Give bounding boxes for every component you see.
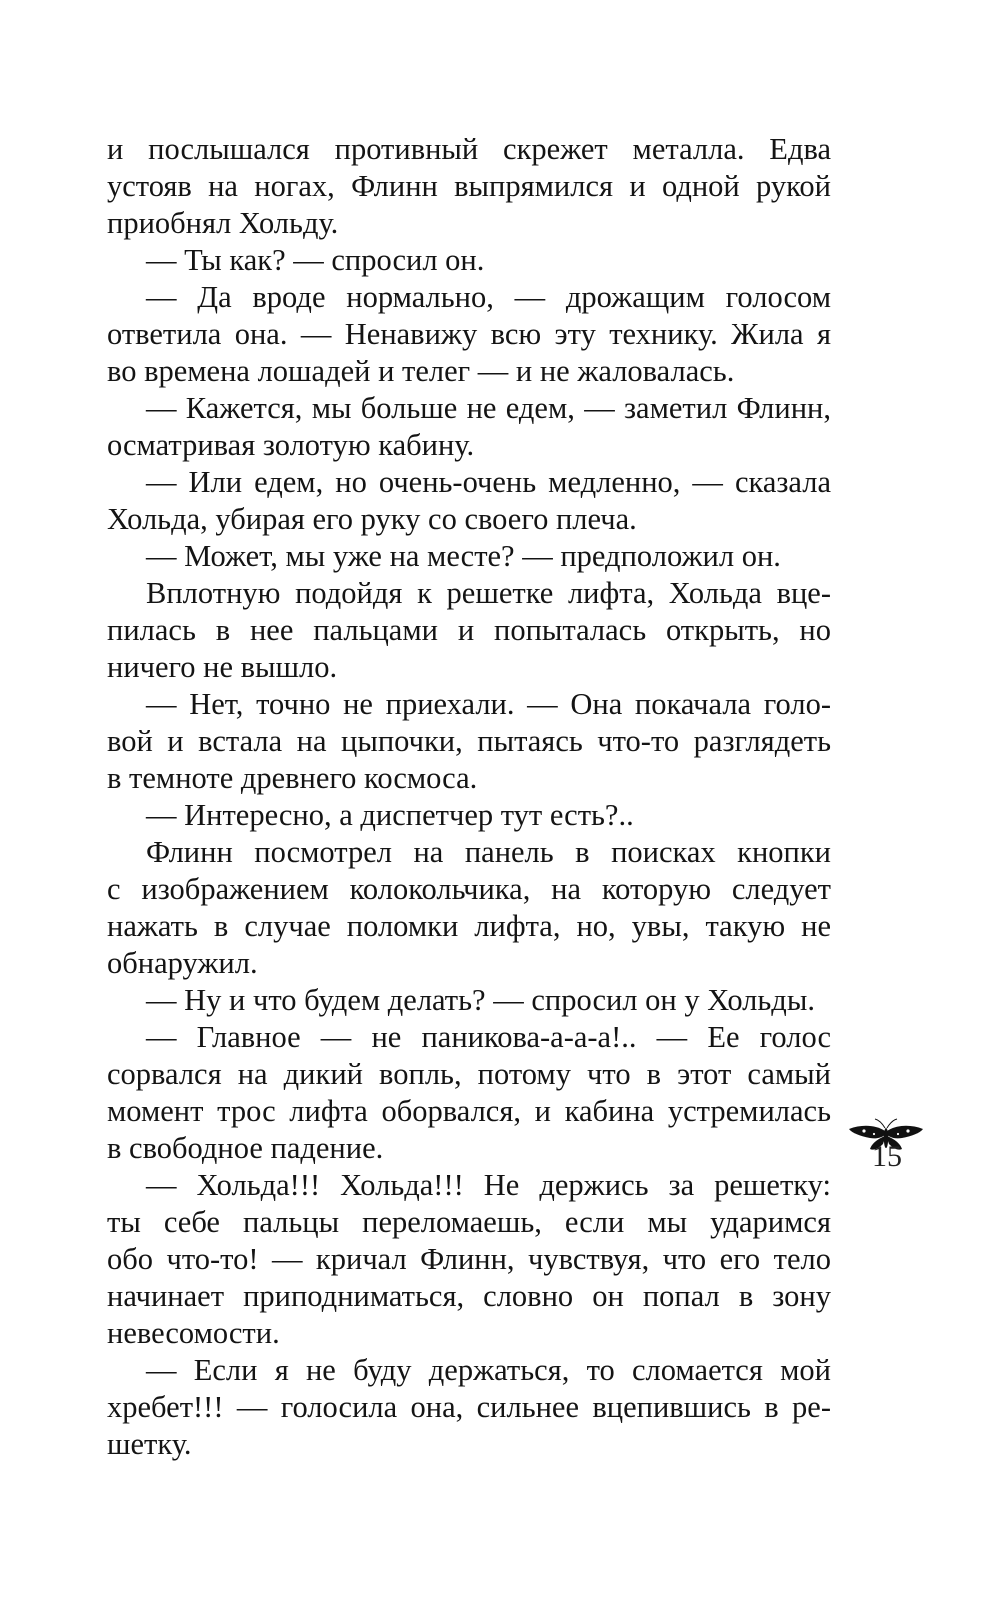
- text-line: — Может, мы уже на месте? — предположил он.: [146, 539, 781, 573]
- text-line: — Главное — не паникова-а-а-а!.. — Ее голос: [146, 1020, 831, 1054]
- text-line: — Кажется, мы больше не едем, — заметил Флинн,: [146, 391, 831, 425]
- text-line: приобнял Хольду.: [107, 206, 339, 240]
- text-line: момент трос лифта оборвался, и кабина устремилась: [107, 1094, 831, 1128]
- text-line: обнаружил.: [107, 946, 258, 980]
- text-line: — Или едем, но очень-очень медленно, — сказала: [146, 465, 831, 499]
- text-line: устояв на ногах, Флинн выпрямился и одной рукой: [107, 169, 831, 203]
- text-line: Флинн посмотрел на панель в поисках кнопки: [146, 835, 831, 869]
- text-line: — Нет, точно не приехали. — Она покачала голо-: [146, 687, 831, 721]
- text-line: невесомости.: [107, 1316, 280, 1350]
- text-line: Хольда, убирая его руку со своего плеча.: [107, 502, 637, 536]
- text-line: — Если я не буду держаться, то сломается мой: [146, 1353, 831, 1387]
- text-line: — Хольда!!! Хольда!!! Не держись за решетку:: [146, 1168, 831, 1202]
- text-line: ты себе пальцы переломаешь, если мы ударимся: [107, 1205, 831, 1239]
- text-line: в свободное падение.: [107, 1131, 384, 1165]
- text-line: нажать в случае поломки лифта, но, увы, такую не: [107, 909, 831, 943]
- text-line: — Интересно, а диспетчер тут есть?..: [146, 798, 634, 832]
- text-line: — Да вроде нормально, — дрожащим голосом: [146, 280, 831, 314]
- text-line: хребет!!! — голосила она, сильнее вцепившись в ре-: [107, 1390, 831, 1424]
- text-line: в темноте древнего космоса.: [107, 761, 478, 795]
- text-line: Вплотную подойдя к решетке лифта, Хольда вце-: [146, 576, 831, 610]
- text-line: с изображением колокольчика, на которую следует: [107, 872, 831, 906]
- text-line: шетку.: [107, 1427, 192, 1461]
- text-line: — Ну и что будем делать? — спросил он у Хольды.: [146, 983, 815, 1017]
- text-line: — Ты как? — спросил он.: [146, 243, 485, 277]
- text-line: осматривая золотую кабину.: [107, 428, 475, 462]
- text-line: и послышался противный скрежет металла. Едва: [107, 132, 831, 166]
- text-line: во времена лошадей и телег — и не жаловалась.: [107, 354, 735, 388]
- text-line: сорвался на дикий вопль, потому что в этот самый: [107, 1057, 831, 1091]
- text-line: ничего не вышло.: [107, 650, 338, 684]
- text-line: пилась в нее пальцами и попыталась открыть, но: [107, 613, 831, 647]
- body-text: [107, 131, 831, 1463]
- text-line: начинает приподниматься, словно он попал в зону: [107, 1279, 831, 1313]
- text-line: ответила она. — Ненавижу всю эту технику. Жила я: [107, 317, 831, 351]
- text-line: вой и встала на цыпочки, пытаясь что-то разглядеть: [107, 724, 831, 758]
- page-number: 15: [872, 1140, 902, 1173]
- text-line: обо что-то! — кричал Флинн, чувствуя, что его тело: [107, 1242, 831, 1276]
